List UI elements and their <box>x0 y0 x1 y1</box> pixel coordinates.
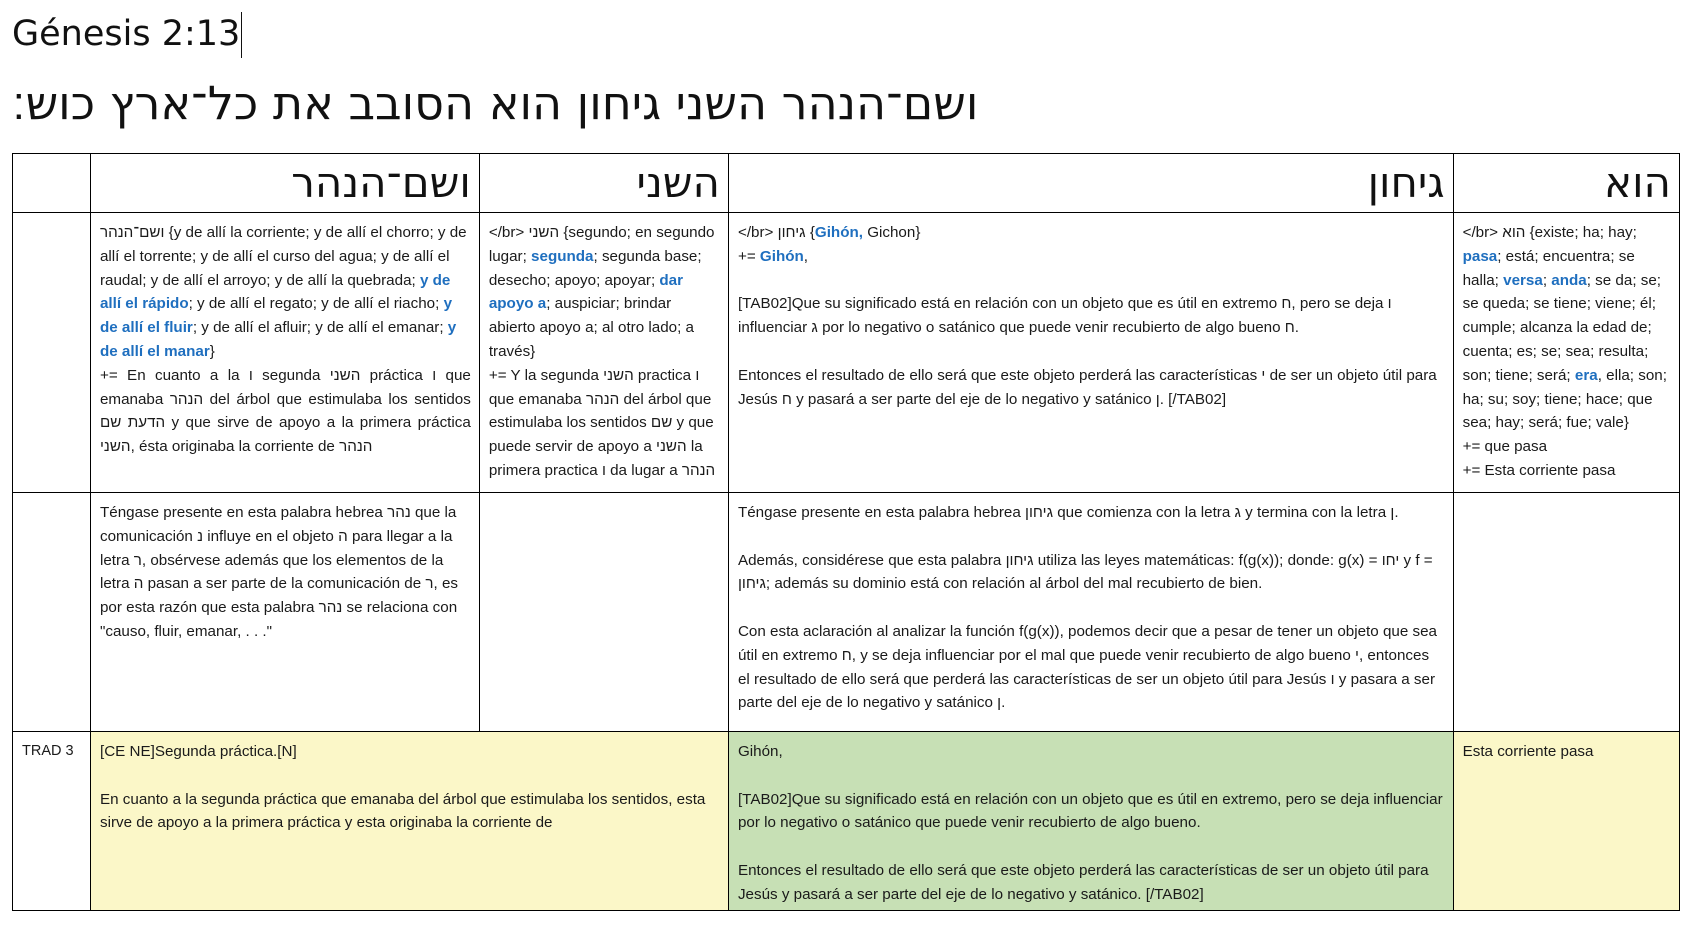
translation-note: += En cuanto a la ו segunda השני práctica ו que emanaba הנהר del árbol que estimulaba los sentidos הדעת שם y que sirve de apoyo a la primera práctica השני, ésta originaba la corriente de הנהר <box>99 366 471 456</box>
header-word-1: ושם־הנהר <box>90 154 479 213</box>
definition-text: </br> גיחון {Gihón, Gichon} <box>737 224 921 241</box>
text-cursor <box>241 12 242 58</box>
definition-cell-3 <box>728 213 1453 493</box>
note-paragraph-1: Téngase presente en esta palabra hebrea גיחון que comienza con la letra ג y termina con la letra ן. <box>737 504 1399 521</box>
hebrew-verse: ושם־הנהר השני גיחון הוא הסובב את כל־ארץ כוש׃ <box>12 76 979 130</box>
definition-cell-2 <box>479 213 728 493</box>
translation-note: += Y la segunda השני practica ו que emanaba הנהר del árbol que estimulaba los sentidos שם y que puede servir de apoyo a השני la primera practica ו da lugar a הנהר <box>488 366 716 479</box>
note-cell-3 <box>728 493 1453 732</box>
translation-paragraph-2: Entonces el resultado de ello será que este objeto perderá las características de ser un objeto útil para Jesús y pasará a ser parte del eje de lo negativo y satánico. [/TAB02] <box>737 861 1429 903</box>
translation-cell-1 <box>90 732 728 911</box>
translation-heading: Gihón, <box>737 743 783 760</box>
definitions-label-cell <box>13 213 91 493</box>
header-empty-cell <box>13 154 91 213</box>
meaning-paragraph-2: Entonces el resultado de ello será que este objeto perderá las características י de ser un objeto útil para Jesús ח y pasará a ser parte del eje de lo negativo y satánico ן. [/TAB02] <box>737 366 1437 408</box>
notes-row <box>13 493 1680 732</box>
meaning-paragraph-1: [TAB02]Que su significado está en relación con un objeto que es útil en extremo ח, pero se deja ו influenciar ג por lo negativo o satánico que puede venir recubierto de algo bueno ח. <box>737 295 1392 337</box>
note-paragraph-3: Con esta aclaración al analizar la función f(g(x)), podemos decir que a pesar de tener un objeto que sea útil en extremo ח, y se deja influenciar por el mal que puede venir recubierto de algo bueno י, entonces el resultado de ello será que perderá las características de ser un objeto útil para Jesús ו y pasara a ser parte del eje de lo negativo y satánico ן. <box>737 622 1437 712</box>
interlinear-table <box>12 153 1680 911</box>
note-cell-4 <box>1453 493 1679 732</box>
translation-row <box>13 732 1680 911</box>
translation-paragraph-1: [TAB02]Que su significado está en relación con un objeto que es útil en extremo, pero se deja influenciar por lo negativo o satánico que puede venir recubierto de algo bueno. <box>737 790 1443 832</box>
verse-reference: Génesis 2:13 <box>12 8 242 60</box>
note-cell-1: Téngase presente en esta palabra hebrea נהר que la comunicación נ influye en el objeto ה para llegar a la letra ר, obsérvese además que los elementos de la letra ה pasan a ser parte de la comunicación de ר, es por esta razón que esta palabra נהר se relaciona con "causo, fluir, emanar, . . ." <box>90 493 479 732</box>
definition-cell-1 <box>90 213 479 493</box>
header-word-4: הוא <box>1453 154 1679 213</box>
note-paragraph-2: Además, considérese que esta palabra גיחון utiliza las leyes matemáticas: f(g(x)); donde: g(x) = יחו y f = גיחון; además su dominio está con relación al árbol del mal recubierto de bien. <box>737 551 1433 593</box>
translation-cell-3: Esta corriente pasa <box>1453 732 1679 911</box>
definition-text: ושם־הנהר {y de allí la corriente; y de allí el chorro; y de allí el torrente; y de allí el curso del agua; y de allí el raudal; y de allí el arroyo; y de allí la quebrada; y de allí el rápido; y de allí el regato; y de allí el riacho; y de allí el fluir; y de allí el afluir; y de allí el emanar; y de allí el manar} <box>99 224 467 360</box>
translation-line: += Gihón, <box>737 247 809 265</box>
translation-heading: [CE NE]Segunda práctica.[N] <box>99 743 297 760</box>
header-word-3: גיחון <box>728 154 1453 213</box>
header-word-2: השני <box>479 154 728 213</box>
definition-text: </br> הוא {existe; ha; hay; pasa; está; encuentra; se halla; versa; anda; se da; se; se queda; se tiene; viene; él; cumple; alcanza la edad de; cuenta; es; se; sea; resulta; son; tiene; será; era, ella; son; ha; su; soy; tiene; hace; que sea; hay; será; fue; vale} <box>1462 224 1667 432</box>
translation-line: += que pasa <box>1462 438 1548 456</box>
notes-label-cell <box>13 493 91 732</box>
translation-paragraph: En cuanto a la segunda práctica que emanaba del árbol que estimulaba los sentidos, esta sirve de apoyo a la primera práctica y esta originaba la corriente de <box>99 790 706 832</box>
note-cell-2 <box>479 493 728 732</box>
translation-cell-2 <box>728 732 1453 911</box>
trad-label: TRAD 3 <box>13 732 91 911</box>
definitions-row <box>13 213 1680 493</box>
translation-line: += Esta corriente pasa <box>1462 461 1616 479</box>
definition-cell-4 <box>1453 213 1679 493</box>
header-row <box>13 154 1680 213</box>
definition-text: </br> השני {segundo; en segundo lugar; segunda; segunda base; desecho; apoyo; apoyar; dar apoyo a; auspiciar; brindar abierto apoyo a; al otro lado; a través} <box>488 224 715 360</box>
